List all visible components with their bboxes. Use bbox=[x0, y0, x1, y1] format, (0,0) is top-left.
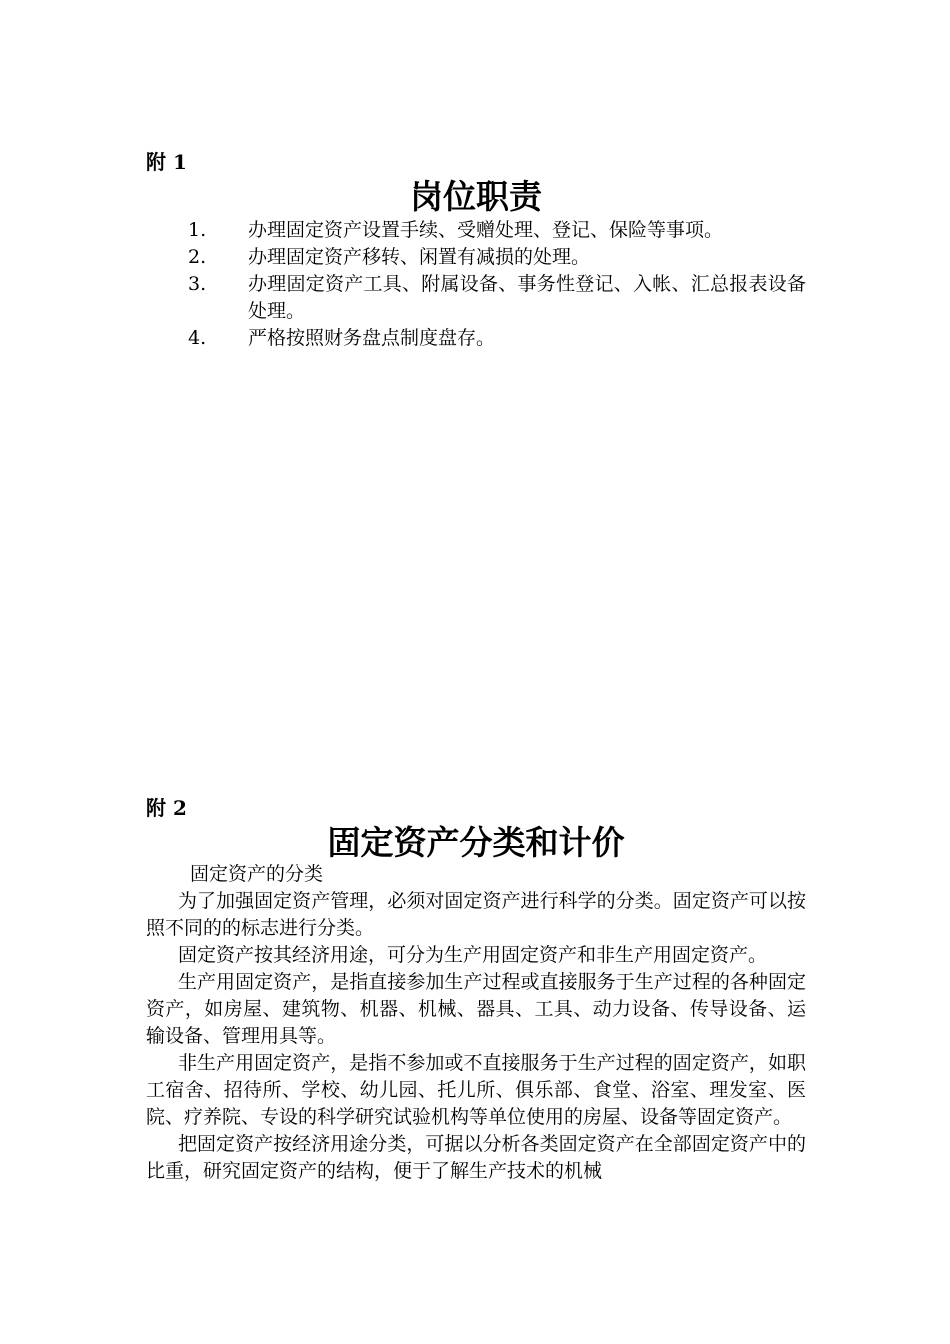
duty-list bbox=[146, 217, 806, 352]
list-item bbox=[146, 244, 806, 271]
paragraph: 生产用固定资产，是指直接参加生产过程或直接服务于生产过程的各种固定资产，如房屋、建筑物、机器、机械、器具、工具、动力设备、传导设备、运输设备、管理用具等。 bbox=[146, 971, 806, 1047]
list-item-text: 办理固定资产设置手续、受赠处理、登记、保险等事项。 bbox=[248, 219, 724, 241]
list-item bbox=[146, 217, 806, 244]
appendix-1-label: 附 1 bbox=[146, 150, 187, 174]
list-item-number: 1. bbox=[188, 219, 207, 241]
paragraph: 为了加强固定资产管理，必须对固定资产进行科学的分类。固定资产可以按照不同的的标志进行分类。 bbox=[146, 890, 806, 939]
paragraph: 把固定资产按经济用途分类，可据以分析各类固定资产在全部固定资产中的比重，研究固定资产的结构，便于了解生产技术的机械 bbox=[146, 1133, 806, 1182]
list-item-number: 2. bbox=[188, 246, 207, 268]
body-text bbox=[146, 888, 806, 1185]
list-item-number: 4. bbox=[188, 327, 207, 349]
list-item bbox=[146, 271, 806, 325]
appendix-2-label: 附 2 bbox=[146, 796, 187, 820]
list-item-text: 严格按照财务盘点制度盘存。 bbox=[248, 327, 496, 349]
appendix-1-title: 岗位职责 bbox=[410, 177, 542, 216]
section-subheading: 固定资产的分类 bbox=[190, 863, 324, 885]
list-item-number: 3. bbox=[188, 273, 207, 295]
paragraph: 固定资产按其经济用途，可分为生产用固定资产和非生产用固定资产。 bbox=[178, 944, 768, 966]
appendix-2-title: 固定资产分类和计价 bbox=[327, 823, 625, 862]
list-item bbox=[146, 325, 806, 352]
list-item-text: 办理固定资产移转、闲置有减损的处理。 bbox=[248, 246, 591, 268]
paragraph: 非生产用固定资产，是指不参加或不直接服务于生产过程的固定资产，如职工宿舍、招待所、学校、幼儿园、托儿所、俱乐部、食堂、浴室、理发室、医院、疗养院、专设的科学研究试验机构等单位使用的房屋、设备等固定资产。 bbox=[146, 1052, 806, 1128]
list-item-text: 办理固定资产工具、附属设备、事务性登记、入帐、汇总报表设备处理。 bbox=[248, 273, 806, 322]
